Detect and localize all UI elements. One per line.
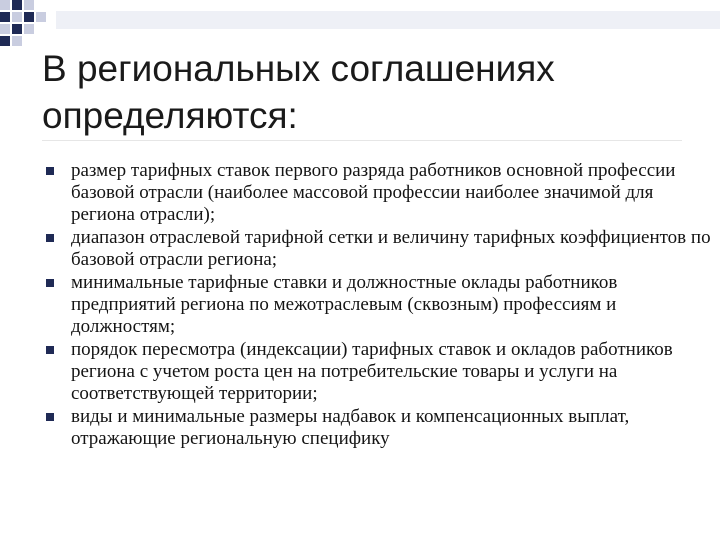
bullet-text: диапазон отраслевой тарифной сетки и величину тарифных коэффициентов по базовой отрасли региона; (71, 227, 711, 270)
list-item (42, 227, 712, 271)
deco-square (12, 24, 22, 34)
deco-square (0, 36, 10, 46)
square-bullet-icon (46, 234, 54, 242)
square-bullet-icon (46, 346, 54, 354)
deco-square (24, 12, 34, 22)
deco-square (0, 24, 10, 34)
deco-bar (56, 11, 720, 29)
deco-square (12, 12, 22, 22)
square-bullet-icon (46, 413, 54, 421)
slide-title: В региональных соглашениях определяются: (42, 48, 555, 136)
bullet-text: размер тарифных ставок первого разряда работников основной профессии базовой отрасли (наиболее массовой профессии наиболее значимой для региона отрасли); (71, 160, 676, 225)
list-item (42, 339, 712, 405)
square-bullet-icon (46, 279, 54, 287)
deco-square (24, 0, 34, 10)
square-bullet-icon (46, 167, 54, 175)
bullet-text: порядок пересмотра (индексации) тарифных ставок и окладов работников региона с учетом роста цен на потребительские товары и услуги на соответствующей территории; (71, 339, 673, 404)
deco-square (36, 12, 46, 22)
deco-square (12, 0, 22, 10)
deco-square (0, 0, 10, 10)
bullet-list (42, 160, 712, 451)
deco-square (24, 24, 34, 34)
deco-square (0, 12, 10, 22)
bullet-text: минимальные тарифные ставки и должностные оклады работников предприятий региона по межотраслевым (сквозным) профессиям и должностям; (71, 272, 618, 337)
deco-square (12, 36, 22, 46)
list-item (42, 272, 712, 338)
list-item (42, 160, 712, 226)
list-item (42, 406, 712, 450)
bullet-text: виды и минимальные размеры надбавок и компенсационных выплат, отражающие региональную специфику (71, 406, 630, 449)
title-divider (42, 140, 682, 141)
